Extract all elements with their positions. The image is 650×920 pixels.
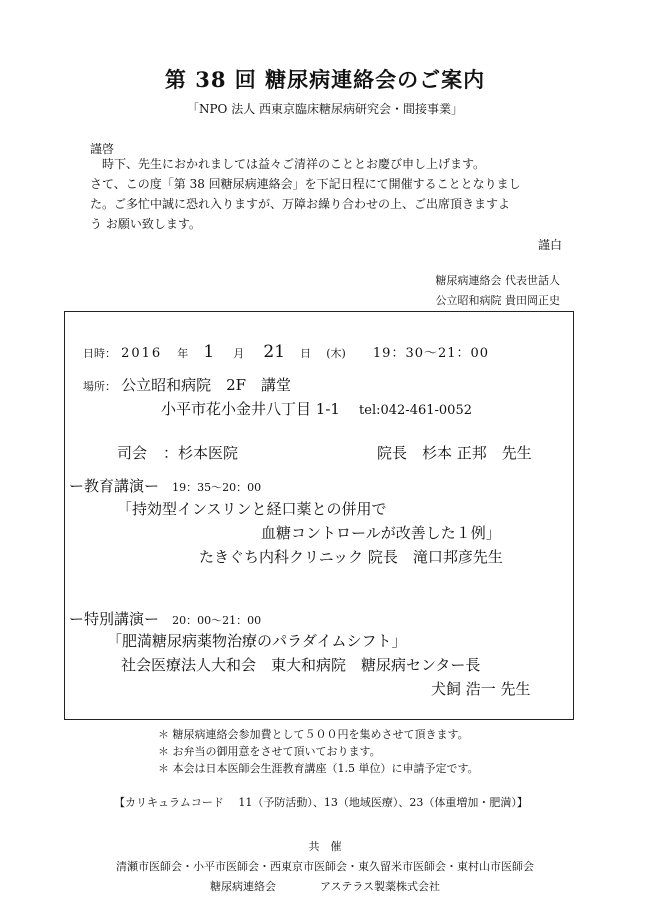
note-item: ＊ 糖尿病連絡会参加費として５００円を集めさせて頂きます。 xyxy=(158,728,469,741)
cohost-line2: 糖尿病連絡会 アステラス製薬株式会社 xyxy=(209,880,440,893)
page-subtitle: 「NPO 法人 西東京臨床糖尿病研究会・間接事業」 xyxy=(186,102,464,116)
date-month: 1 xyxy=(203,342,215,362)
letter-line: た。ご多忙中誠に恐れ入りますが、万障お繰り合わせの上、ご出席頂きますよ xyxy=(90,197,511,211)
lecture1-time: 19：35～20：00 xyxy=(172,481,262,494)
note-item: ＊ 本会は日本医師会生涯教育講座（1.5 単位）に申請予定です。 xyxy=(158,762,479,775)
chair-label: 司会 xyxy=(117,444,148,462)
lecture2-time: 20：00～21：00 xyxy=(172,614,262,627)
letter-body xyxy=(90,154,521,234)
lecture2-title: 「肥満糖尿病薬物治療のパラダイムシフト」 xyxy=(107,632,407,650)
lecture1-speaker: たきぐち内科クリニック 院長 滝口邦彦先生 xyxy=(199,548,503,566)
curriculum-code: 【カリキュラムコード 11（予防活動）、13（地域医療）、23（体重増加・肥満）】 xyxy=(114,796,528,809)
salutation: 謹啓 xyxy=(90,142,115,156)
tel: tel:042-461-0052 xyxy=(359,403,472,418)
sender-name: 公立昭和病院 貴田岡正史 xyxy=(435,294,560,307)
page-title: 第 38 回 糖尿病連絡会のご案内 xyxy=(164,67,486,92)
date-year: 2016 xyxy=(121,346,163,361)
event-details-box xyxy=(64,311,574,720)
date-row xyxy=(83,342,489,362)
date-label: 日時： xyxy=(83,347,116,360)
lecture1-heading: ー教育講演ー xyxy=(69,477,160,495)
chair-org: ：杉本医院 xyxy=(163,444,239,462)
lecture2-speaker: 犬飼 浩一 先生 xyxy=(431,680,531,698)
letter-line: 時下、先生におかれましては益々ご清祥のこととお慶び申し上げます。 xyxy=(102,157,486,171)
month-unit: 月 xyxy=(233,347,245,360)
place-label: 場所： xyxy=(83,380,116,393)
day-unit: 日 xyxy=(300,347,312,360)
lecture2-header xyxy=(69,608,261,629)
closing: 謹白 xyxy=(537,238,562,252)
lecture1-header xyxy=(69,475,261,496)
lecture1-title-line1: 「持効型インスリンと経口薬との併用で xyxy=(117,500,387,518)
sender-org: 糖尿病連絡会 代表世話人 xyxy=(435,274,560,287)
place-name: 公立昭和病院 2F 講堂 xyxy=(121,376,292,394)
lecture1-title-line2: 血糖コントロールが改善した１例」 xyxy=(261,524,501,542)
chair-title: 院長 杉本 正邦 先生 xyxy=(377,444,532,462)
lecture2-heading: ー特別講演ー xyxy=(69,610,160,628)
cohost-line1: 清瀬市医師会・小平市医師会・西東京市医師会・東久留米市医師会・東村山市医師会 xyxy=(116,860,534,873)
year-unit: 年 xyxy=(177,347,189,360)
date-weekday: (木) xyxy=(326,347,346,360)
lecture2-org: 社会医療法人大和会 東大和病院 糖尿病センター長 xyxy=(121,656,481,674)
cohost-heading: 共 催 xyxy=(308,840,342,853)
address-row xyxy=(161,398,472,419)
letter-line: さて、この度「第 38 回糖尿病連絡会」を下記日程にて開催することとなりまし xyxy=(90,177,521,191)
event-time: 19：30～21：00 xyxy=(372,346,490,361)
letter-line: う お願い致します。 xyxy=(90,217,201,231)
address: 小平市花小金井八丁目 1-1 xyxy=(161,400,340,418)
note-item: ＊ お弁当の御用意をさせて頂いております。 xyxy=(158,745,381,758)
date-day: 21 xyxy=(263,342,286,362)
place-row xyxy=(83,374,291,395)
